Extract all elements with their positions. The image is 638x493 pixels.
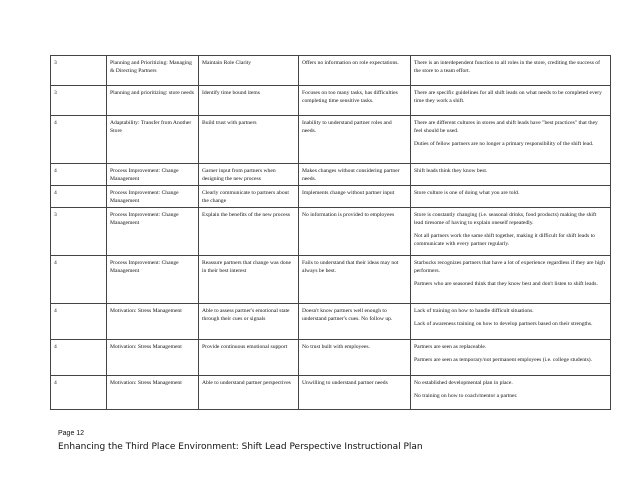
behavior-cell: Provide continuous emotional support (199, 340, 299, 376)
behavior-cell: Clearly communicate to partners about the change (199, 186, 299, 208)
impact-paragraph: Lack of awareness training on how to develop partners based on their strengths. (414, 321, 593, 327)
table-row (51, 208, 611, 256)
competency-cell: Planning and Prioritizing: Managing & Directing Partners (107, 56, 199, 86)
level-cell: 4 (51, 340, 107, 376)
level-cell: 4 (51, 304, 107, 340)
behavior-cell: Garner input from partners when designing the new process (199, 164, 299, 186)
level-cell: 3 (51, 56, 107, 86)
impact-cell (411, 376, 611, 410)
barrier-cell: Implements change without partner input (299, 186, 411, 208)
level-cell: 4 (51, 376, 107, 410)
impact-cell (411, 186, 611, 208)
competency-cell: Process Improvement: Change Management (107, 256, 199, 304)
behavior-cell: Able to understand partner perspectives (199, 376, 299, 410)
impact-paragraph: Duties of fellow partners are no longer a primary responsibility of the shift lead. (414, 141, 594, 147)
impact-cell (411, 340, 611, 376)
level-cell: 3 (51, 86, 107, 116)
level-cell: 4 (51, 186, 107, 208)
table-row (51, 116, 611, 164)
table-row (51, 340, 611, 376)
barrier-cell: No information is provided to employees (299, 208, 411, 256)
competency-cell: Process Improvement: Change Management (107, 186, 199, 208)
impact-paragraph: There is an interdependent function to all roles in the store, crediting the success of the store to a team effort. (414, 60, 600, 74)
impact-cell (411, 116, 611, 164)
table-row (51, 86, 611, 116)
impact-paragraph: Lack of training on how to handle difficult situations. (414, 308, 534, 314)
table-row (51, 56, 611, 86)
competency-cell: Motivation: Stress Management (107, 304, 199, 340)
competency-cell: Motivation: Stress Management (107, 340, 199, 376)
competency-table (50, 55, 611, 410)
table-row (51, 304, 611, 340)
level-cell: 4 (51, 116, 107, 164)
impact-cell (411, 256, 611, 304)
barrier-cell: Doesn't know partners well enough to understand partner's cues. No follow up. (299, 304, 411, 340)
table-row (51, 186, 611, 208)
impact-cell (411, 208, 611, 256)
behavior-cell: Identify time bound items (199, 86, 299, 116)
barrier-cell: Offers no information on role expectations. (299, 56, 411, 86)
page-number: Page 12 (58, 430, 85, 437)
impact-paragraph: Starbucks recognizes partners that have a lot of experience regardless if they are high performers. (414, 260, 605, 274)
barrier-cell: Fails to understand that their ideas may not always be best. (299, 256, 411, 304)
level-cell: 4 (51, 256, 107, 304)
barrier-cell: Inability to understand partner roles and needs. (299, 116, 411, 164)
document-title: Enhancing the Third Place Environment: Shift Lead Perspective Instructional Plan (58, 442, 423, 452)
impact-paragraph: Partners are seen as replaceable. (414, 344, 487, 350)
behavior-cell: Reassure partners that change was done in their best interest (199, 256, 299, 304)
impact-paragraph: Store culture is one of doing what you are told. (414, 190, 520, 196)
impact-paragraph: Partners who are seasoned think that they know best and don't listen to shift leads. (414, 281, 598, 287)
competency-cell: Process Improvement: Change Management (107, 208, 199, 256)
behavior-cell: Build trust with partners (199, 116, 299, 164)
table-row (51, 376, 611, 410)
barrier-cell: Focuses on too many tasks, has difficulties completing time sensitive tasks. (299, 86, 411, 116)
impact-paragraph: Not all partners work the same shift together, making it difficult for shift leads to communicate with every partner regularly. (414, 233, 595, 247)
impact-cell (411, 56, 611, 86)
impact-cell (411, 164, 611, 186)
impact-cell (411, 304, 611, 340)
impact-paragraph: There are specific guidelines for all shift leads on what needs to be completed every time they work a shift. (414, 90, 602, 104)
impact-paragraph: Store is constantly changing (i.e. seasonal drinks, food products) making the shift lead tiresome of having to explain oneself repeatedly. (414, 212, 597, 226)
competency-cell: Planning and prioritizing: store needs (107, 86, 199, 116)
behavior-cell: Explain the benefits of the new process (199, 208, 299, 256)
impact-paragraph: There are different cultures in stores and shift leads have "best practices" that they feel should be used. (414, 120, 598, 134)
behavior-cell: Maintain Role Clarity (199, 56, 299, 86)
impact-paragraph: No training on how to coach/mentor a partner. (414, 393, 518, 399)
level-cell: 4 (51, 164, 107, 186)
table-body (51, 56, 611, 410)
level-cell: 3 (51, 208, 107, 256)
table-row (51, 256, 611, 304)
barrier-cell: Makes changes without considering partner needs. (299, 164, 411, 186)
behavior-cell: Able to assess partner's emotional state through their cues or signals (199, 304, 299, 340)
competency-cell: Motivation: Stress Management (107, 376, 199, 410)
impact-paragraph: Partners are seen as temporary/not permanent employees (i.e. college students). (414, 357, 593, 363)
impact-paragraph: Shift leads think they know best. (414, 168, 488, 174)
impact-cell (411, 86, 611, 116)
impact-paragraph: No established developmental plan in place. (414, 380, 513, 386)
competency-cell: Adaptability: Transfer from Another Store (107, 116, 199, 164)
table-row (51, 164, 611, 186)
competency-cell: Process Improvement: Change Management (107, 164, 199, 186)
barrier-cell: Unwilling to understand partner needs (299, 376, 411, 410)
barrier-cell: No trust built with employees. (299, 340, 411, 376)
